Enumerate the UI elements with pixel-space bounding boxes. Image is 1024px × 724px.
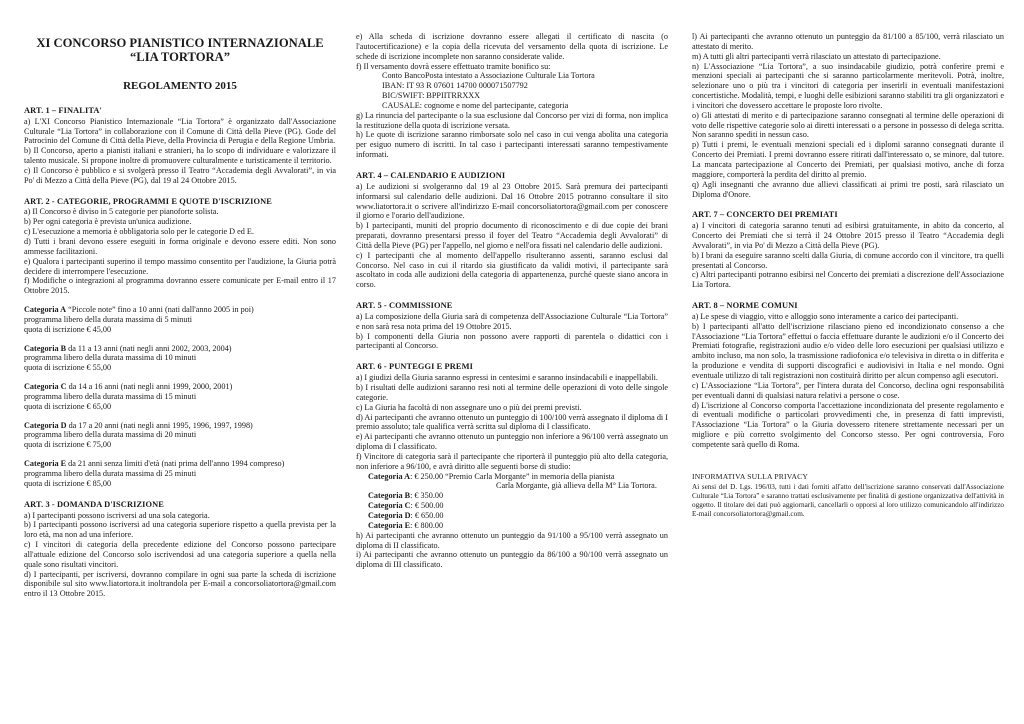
art4-c: c) I partecipanti che al momento dell'appello risulteranno assenti, saranno esclusi dal Concorso. Nel caso in cui il ritardo sia giustificato da validi motivi, il partecipante sarà ascoltato in coda alle audizioni della categoria di appartenenza, purché queste siano ancora in corso. [356, 250, 668, 290]
prize-item: Categoria C: € 500.00 [368, 501, 444, 511]
art6-l: l) Ai partecipanti che avranno ottenuto un punteggio da 81/100 a 85/100, verrà rilasciato un attestato di merito. [692, 32, 1004, 51]
category-block [24, 459, 336, 489]
art2-e: e) Qualora i partecipanti superino il tempo massimo consentito per l'audizione, la Giuria potrà decidere di interrompere l'esecuzione. [24, 256, 336, 276]
art3-heading: ART. 3 - DOMANDA D'ISCRIZIONE [24, 499, 164, 509]
art8-b: b) I partecipanti all'atto dell'iscrizione rilasciano pieno ed incondizionato consenso a che l'Associazione “Lia Tortora” effettui o faccia effettuare durante le audizioni e/o il Concerto dei Premiati fotografie, registrazioni audio e/o video delle loro esecuzioni per qualsiasi utilizzo e ambito incluso, ma non solo, la trasmissione radiofonica e/o televisiva in diretta o in differita e la produzione e vendita di supporti discografici e audiovisivi in Italia e nel mondo. Ogni eventuale utilizzo di tali registrazioni non costituirà diritto per alcun compenso agli esecutori. [692, 321, 1004, 380]
bank-causale: CAUSALE: cognome e nome del partecipante, categoria [382, 100, 569, 110]
category-program: programma libero della durata massima di 10 minuti [24, 353, 197, 363]
category-program: programma libero della durata massima di 20 minuti [24, 430, 197, 440]
art3-a: a) I partecipanti possono iscriversi ad una sola categoria. [24, 510, 210, 520]
art5-heading: ART. 5 - COMMISSIONE [356, 301, 453, 311]
category-program: programma libero della durata massima di 25 minuti [24, 469, 197, 478]
art6-e: e) Ai partecipanti che avranno ottenuto un punteggio non inferiore a 96/100 verrà assegnato un diploma di I classificato. [356, 432, 668, 452]
art8-c: c) L'Associazione “Lia Tortora”, per l'intera durata del Concorso, declina ogni responsabilità per eventuali danni di qualsiasi natura relativi a persone o cose. [692, 380, 1004, 400]
category-block [24, 344, 336, 374]
category-fee: quota di iscrizione € 65,00 [24, 401, 112, 411]
prize-item: Categoria B: € 350.00 [368, 491, 444, 501]
category-name: Categoria B [24, 343, 67, 353]
prize-item-continued: Carla Morgante, già allieva della M° Lia Tortora. [496, 481, 657, 491]
category-fee: quota di iscrizione € 75,00 [24, 440, 112, 450]
category-fee: quota di iscrizione € 55,00 [24, 363, 112, 373]
title-line-2: “LIA TORTORA” [130, 50, 230, 64]
category-name: Categoria D [24, 420, 67, 430]
art3-h: h) Le quote di iscrizione saranno rimborsate solo nel caso in cui venga abolita una categoria per esiguo numero di iscritti. In tal caso i partecipanti interessati saranno tempestivamente informati. [356, 130, 668, 160]
art3-b: b) I partecipanti possono iscriversi ad una categoria superiore rispetto a quella prevista per la loro età, ma non ad una inferiore. [24, 520, 336, 540]
art3-f: f) Il versamento dovrà essere effettuato tramite bonifico su: [356, 61, 551, 71]
art6-h: h) Ai partecipanti che avranno ottenuto un punteggio da 91/100 a 95/100 verrà assegnato un diploma di II classificato. [356, 530, 668, 550]
category-desc: da 11 a 13 anni (nati negli anni 2002, 2003, 2004) [66, 343, 232, 353]
prize-item: Categoria D: € 650.00 [368, 510, 444, 520]
art2-heading: ART. 2 - CATEGORIE, PROGRAMMI E QUOTE D'ISCRIZIONE [24, 196, 272, 206]
privacy-heading: INFORMATIVA SULLA PRIVACY [692, 471, 809, 481]
title-line-1: XI CONCORSO PIANISTICO INTERNAZIONALE [36, 36, 324, 50]
art2-c: c) L'esecuzione a memoria è obbligatoria solo per le categorie D ed E. [24, 227, 254, 237]
column-1 [24, 32, 336, 599]
category-program: programma libero della durata massima di 5 minuti [24, 314, 193, 324]
art2-f: f) Modifiche o integrazioni al programma dovranno essere comunicate per E-mail entro il 17 Ottobre 2015. [24, 276, 336, 296]
category-block [24, 421, 336, 451]
art2-b: b) Per ogni categoria è prevista un'unica audizione. [24, 217, 192, 227]
art1-c: c) Il Concorso è pubblico e si svolgerà presso il Teatro “Accademia degli Avvalorati”, in via Po' di Mezzo a Città della Pieve (PG), dal 19 al 24 Ottobre 2015. [24, 165, 336, 185]
category-block [24, 382, 336, 412]
art5-b: b) I componenti della Giuria non possono avere rapporti di parentela o didattici con i partecipanti al Concorso. [356, 331, 668, 351]
art2-d: d) Tutti i brani devono essere eseguiti in forma originale e devono essere editi. Non sono ammesse facilitazioni. [24, 236, 336, 256]
art7-heading: ART. 7 – CONCERTO DEI PREMIATI [692, 210, 838, 220]
category-block [24, 305, 336, 335]
column-2 [356, 32, 668, 570]
privacy-text: Ai sensi del D. Lgs. 196/03, tutti i dati forniti all'atto dell'iscrizione saranno conservati dall'Associazione Culturale “Lia Tortora” e saranno trattati esclusivamente per finalità di gestione organizzativa dell'attività in oggetto. Il titolare dei dati può aggiornarli, cancellarli o opporsi al loro utilizzo comunicandolo all'indirizzo E-mail concorsoliatortora@gmail.com. [692, 482, 1004, 519]
category-fee: quota di iscrizione € 85,00 [24, 478, 112, 488]
art6-o: o) Gli attestati di merito e di partecipazione saranno consegnati al termine delle operazioni di voto delle rispettive categorie solo ai diretti interessati o a persone in possesso di delega scritta. Non saranno spediti in nessun caso. [692, 110, 1004, 140]
art7-b: b) I brani da eseguire saranno scelti dalla Giuria, di comune accordo con il vincitore, tra quelli presentati al Concorso. [692, 250, 1004, 270]
category-desc: da 17 a 20 anni (nati negli anni 1995, 1996, 1997, 1998) [66, 420, 253, 430]
art1-b: b) Il Concorso, aperto a pianisti italiani e stranieri, ha lo scopo di individuare e valorizzare il talento musicale. Si propone inoltre di promuovere culturalmente e turisticamente il territorio. [24, 146, 336, 166]
prize-item: Categoria A: € 250.00 “Premio Carla Morgante” in memoria della pianista [368, 471, 615, 481]
art4-b: b) I partecipanti, muniti del proprio documento di riconoscimento e di due copie dei brani preparati, dovranno presentarsi presso il foyer del Teatro “Accademia degli Avvalorati” di Città della Pieve (PG) per l'appello, nel giorno e nell'ora fissati nel calendario delle audizioni. [356, 221, 668, 250]
art4-heading: ART. 4 – CALENDARIO E AUDIZIONI [356, 170, 506, 180]
column-3 [692, 32, 1004, 519]
art3-d: d) I partecipanti, per iscriversi, dovranno compilare in ogni sua parte la scheda di iscrizione disponibile sul sito www.liatortora.it inoltrandola per E-mail a concorsoliatortora@gmail.com entro il 13 Ottobre 2015. [24, 569, 336, 599]
category-desc: da 14 a 16 anni (nati negli anni 1999, 2000, 2001) [66, 382, 233, 392]
art6-q: q) Agli insegnanti che avranno due allievi classificati ai primi tre posti, sarà rilasciato un Diploma d'Onore. [692, 179, 1004, 199]
bank-details [382, 71, 668, 110]
art6-b: b) I risultati delle audizioni saranno resi noti al termine delle operazioni di voto delle singole categorie. [356, 383, 668, 402]
art6-d: d) Ai partecipanti che avranno ottenuto un punteggio di 100/100 verrà assegnato il diploma di I premio assoluto; tale qualifica verrà scritta sul diploma di I classificato. [356, 412, 668, 432]
art4-a: a) Le audizioni si svolgeranno dal 19 al 23 Ottobre 2015. Sarà premura dei partecipanti informarsi sul calendario delle audizioni. Dal 16 Ottobre 2015 potranno consultare il sito www.liatortora.it o scrivere all'indirizzo E-mail concorsoliatortora@gmail.com per conoscere il giorno e l'orario dell'audizione. [356, 181, 668, 221]
art6-f: f) Vincitore di categoria sarà il partecipante che riporterà il punteggio più alto della categoria, non inferiore a 96/100, e avrà diritto alle seguenti borse di studio: [356, 451, 668, 471]
art7-c: c) Altri partecipanti potranno esibirsi nel Concerto dei premiati a discrezione dell'Associazione Lia Tortora. [692, 270, 1004, 290]
category-program: programma libero della durata massima di 15 minuti [24, 391, 197, 401]
prize-list [356, 472, 668, 531]
art8-heading: ART. 8 – NORME COMUNI [692, 301, 798, 311]
category-fee: quota di iscrizione € 45,00 [24, 324, 112, 334]
art3-e: e) Alla scheda di iscrizione dovranno essere allegati il certificato di nascita (o l'autocertificazione) e la copia della ricevuta del versamento della quota di iscrizione. Le schede di iscrizione incomplete non saranno considerate valide. [356, 32, 668, 61]
art6-heading: ART. 6 - PUNTEGGI E PREMI [356, 362, 473, 372]
art6-i: i) Ai partecipanti che avranno ottenuto un punteggio da 86/100 a 90/100 verrà assegnato un diploma di III classificato. [356, 550, 668, 570]
art8-a: a) Le spese di viaggio, vitto e alloggio sono interamente a carico dei partecipanti. [692, 311, 959, 321]
art6-p: p) Tutti i premi, le eventuali menzioni speciali ed i diplomi saranno consegnati durante il Concerto dei Premiati. I premi dovranno essere ritirati dall'interessato o, se minore, dal tutore. La mancata partecipazione al Concerto dei Premiati, per qualsiasi motivo, anche di forza maggiore, comporterà la perdita del diritto al premio. [692, 140, 1004, 179]
art8-d: d) L'iscrizione al Concorso comporta l'accettazione incondizionata del presente regolamento e di eventuali modifiche o particolari provvedimenti che, in presenza di fatti imprevisti, l'Associazione “Lia Tortora” o la Giuria dovessero ritenere strettamente necessari per un migliore e più corretto svolgimento del Concorso stesso. Per ogni controversia, Foro competente sarà quello di Roma. [692, 400, 1004, 449]
document-subtitle: REGOLAMENTO 2015 [123, 80, 237, 92]
art3-g: g) La rinuncia del partecipante o la sua esclusione dal Concorso per vizi di forma, non implica la restituzione della quota di iscrizione versata. [356, 110, 668, 130]
art5-a: a) La composizione della Giuria sarà di competenza dell'Associazione Culturale “Lia Tortora” e non sarà resa nota prima del 19 Ottobre 2015. [356, 311, 668, 331]
art1-heading: ART. 1 – FINALITA' [24, 105, 102, 115]
category-name: Categoria E [24, 459, 67, 469]
art7-a: a) I vincitori di categoria saranno tenuti ad esibirsi gratuitamente, in abito da concerto, al Concerto dei Premiati che si terrà il 24 Ottobre 2015 presso il Teatro “Accademia degli Avvalorati”, in via Po' di Mezzo a Città della Pieve (PG). [692, 221, 1004, 250]
bank-bic: BIC/SWIFT: BPPIITRRXXX [382, 91, 481, 101]
document-title [24, 36, 336, 64]
category-name: Categoria C [24, 382, 67, 392]
category-name: Categoria A [24, 305, 67, 315]
category-desc: “Piccole note” fino a 10 anni (nati dall'anno 2005 in poi) [66, 305, 254, 315]
art3-c: c) I vincitori di categoria della precedente edizione del Concorso possono partecipare all'attuale edizione del Concorso solo iscrivendosi ad una categoria superiore a quella nella quale sono risultati vincitori. [24, 540, 336, 569]
art6-n: n) L'Associazione “Lia Tortora”, a suo insindacabile giudizio, potrà conferire premi e menzioni speciali ai partecipanti che si saranno particolarmente meritevoli. Potrà, inoltre, selezionare uno o più tra i vincitori di categoria per inserirli in eventuali manifestazioni concertistiche. Modalità, tempi, e luoghi delle esibizioni saranno stabiliti tra gli organizzatori e i vincitori che dovessero accettare le proposte loro rivolte. [692, 61, 1004, 110]
art6-c: c) La Giuria ha facoltà di non assegnare uno o più dei premi previsti. [356, 402, 582, 412]
art6-m: m) A tutti gli altri partecipanti verrà rilasciato un attestato di partecipazione. [692, 51, 941, 61]
prize-item: Categoria E: € 800.00 [368, 520, 444, 530]
bank-iban: IBAN: IT 93 R 07601 14700 000071507792 [382, 81, 528, 91]
category-desc: da 21 anni senza limiti d'età (nati prima dell'anno 1994 compreso) [66, 459, 285, 469]
bank-account: Conto BancoPosta intestato a Associazione Culturale Lia Tortora [382, 71, 595, 81]
art2-a: a) Il Concorso è diviso in 5 categorie per pianoforte solista. [24, 207, 219, 217]
art1-a: a) L'XI Concorso Pianistico Internazionale “Lia Tortora” è organizzato dall'Associazione Culturale “Lia Tortora” in collaborazione con il Comune di Città della Pieve (PG). Gode del Patrocinio del Comune di Città della Pieve, della Provincia di Perugia e della Regione Umbria. [24, 116, 336, 146]
art6-a: a) I giudizi della Giuria saranno espressi in centesimi e saranno insindacabili e inappellabili. [356, 373, 658, 383]
